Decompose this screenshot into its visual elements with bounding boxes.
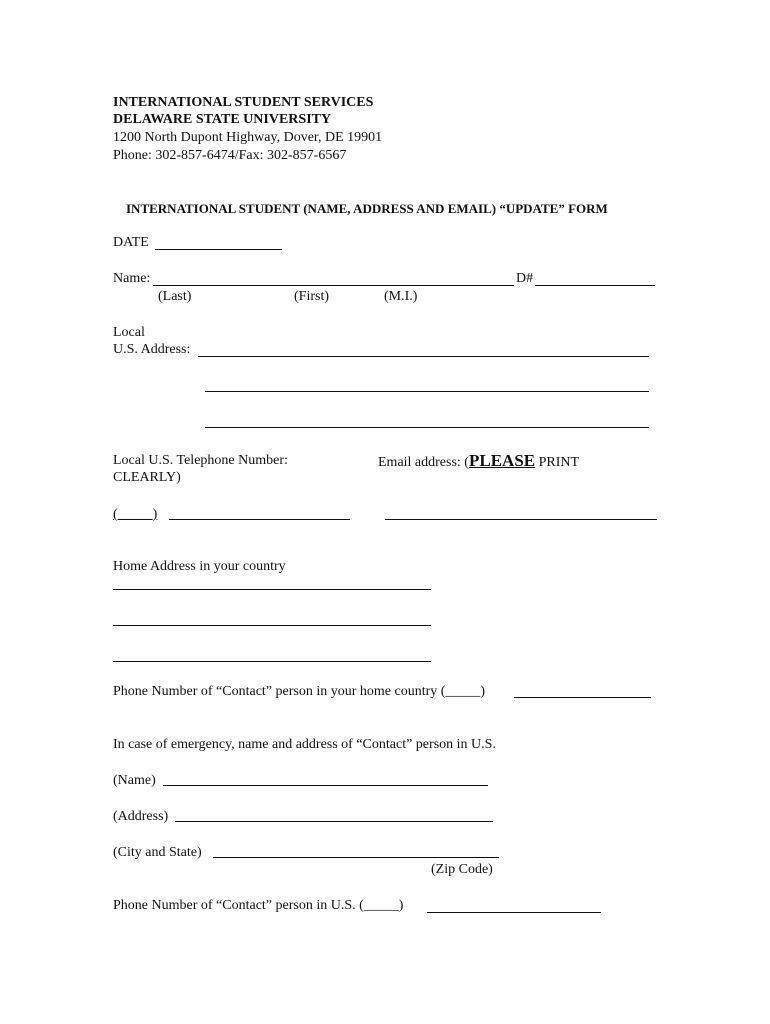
zip-code-sublabel: (Zip Code) [431, 862, 493, 877]
org-name: INTERNATIONAL STUDENT SERVICES [113, 95, 374, 110]
university-name: DELAWARE STATE UNIVERSITY [113, 112, 332, 127]
telephone-label: Local U.S. Telephone Number: [113, 453, 288, 468]
home-address-line-3[interactable] [113, 661, 431, 662]
emergency-address-line[interactable] [175, 821, 493, 822]
us-address-label: U.S. Address: [113, 342, 191, 357]
home-address-label: Home Address in your country [113, 559, 286, 574]
us-address-line-1[interactable] [198, 356, 649, 357]
home-address-line-2[interactable] [113, 625, 431, 626]
email-field-line[interactable] [385, 519, 657, 520]
date-label: DATE [113, 235, 149, 250]
id-label: D# [516, 271, 534, 286]
emergency-label: In case of emergency, name and address of “Contact” person in U.S. [113, 737, 496, 752]
last-name-sublabel: (Last) [158, 289, 192, 304]
emergency-city-state-label: (City and State) [113, 845, 202, 860]
emergency-name-label: (Name) [113, 773, 156, 788]
home-contact-phone-line[interactable] [514, 697, 651, 698]
form-title: INTERNATIONAL STUDENT (NAME, ADDRESS AND EMAIL) “UPDATE” FORM [126, 201, 608, 216]
email-label-text: Email address: ( [378, 455, 469, 470]
local-label: Local [113, 325, 145, 340]
us-address-line-3[interactable] [205, 427, 649, 428]
id-field-line[interactable] [535, 285, 655, 286]
name-label: Name: [113, 271, 151, 286]
org-phone-fax: Phone: 302-857-6474/Fax: 302-857-6567 [113, 148, 347, 163]
phone-area-code: (_____) [113, 507, 158, 522]
us-address-line-2[interactable] [205, 391, 649, 392]
name-field-line[interactable] [153, 285, 514, 286]
middle-initial-sublabel: (M.I.) [384, 289, 418, 304]
telephone-label-cont: CLEARLY) [113, 470, 181, 485]
home-address-line-1[interactable] [113, 589, 431, 590]
first-name-sublabel: (First) [294, 289, 329, 304]
emergency-address-label: (Address) [113, 809, 169, 824]
us-contact-phone-label: Phone Number of “Contact” person in U.S. (_____) [113, 898, 404, 913]
telephone-field-line[interactable] [169, 519, 350, 520]
email-label [378, 453, 579, 471]
date-field-line[interactable] [155, 249, 282, 250]
email-print-text: PRINT [535, 455, 580, 470]
us-contact-phone-line[interactable] [427, 912, 601, 913]
email-please-emphasis: PLEASE [468, 451, 536, 470]
emergency-name-line[interactable] [163, 785, 488, 786]
emergency-city-state-line[interactable] [213, 857, 499, 858]
home-contact-phone-label: Phone Number of “Contact” person in your home country (_____) [113, 684, 486, 699]
org-address: 1200 North Dupont Highway, Dover, DE 19901 [113, 130, 383, 145]
